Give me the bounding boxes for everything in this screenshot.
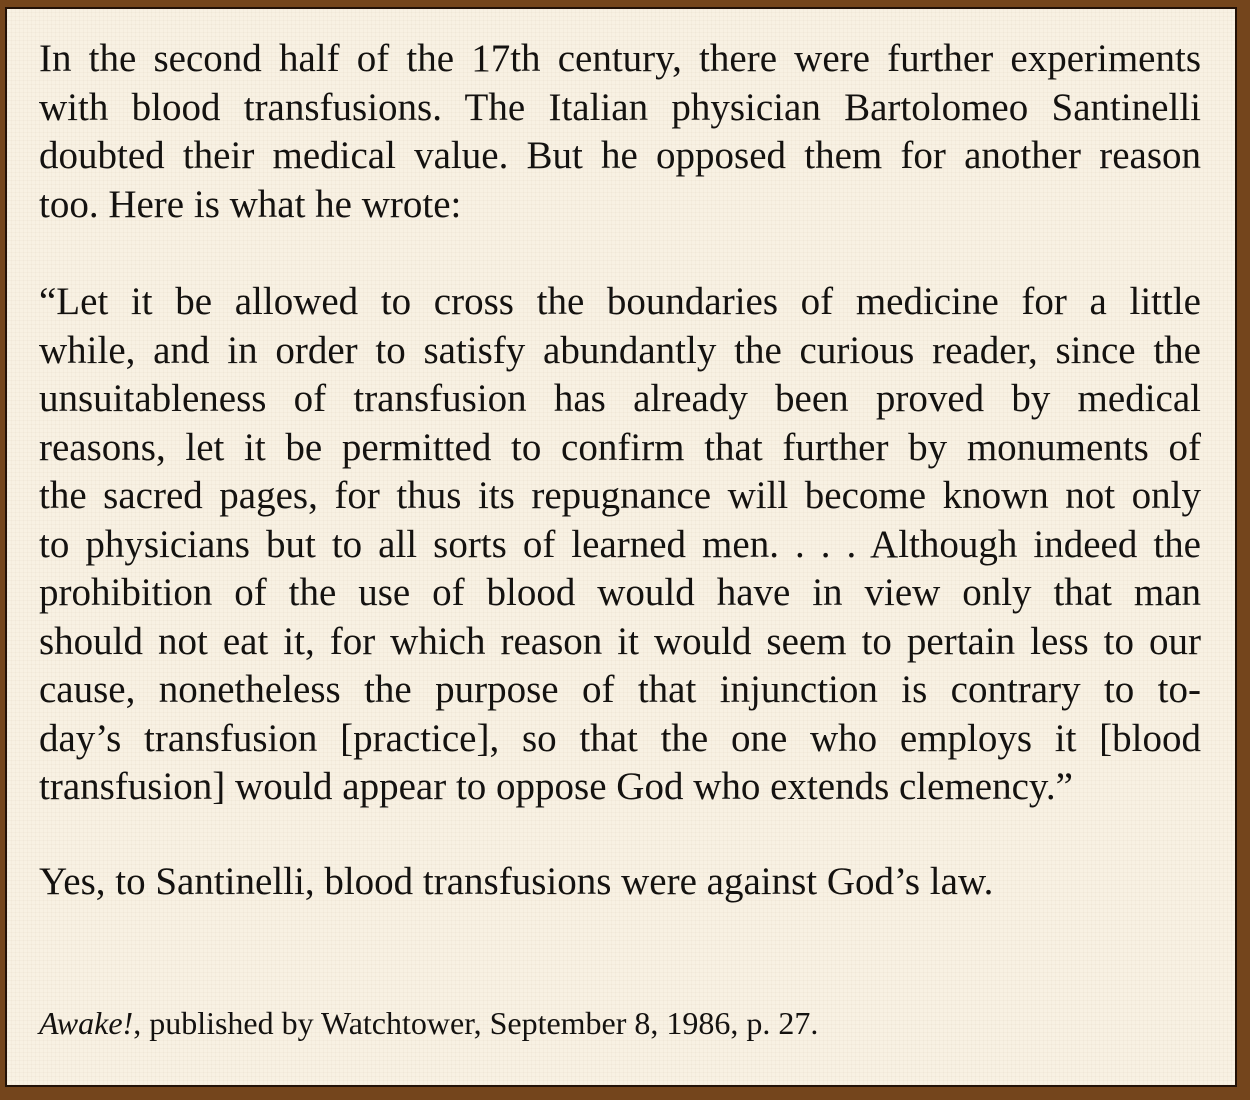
text-line: while, and in order to satisfy abundantly the curious reader, since the (39, 328, 1201, 372)
text-line: should not eat it, for which reason it would seem to pertain less to our (39, 619, 1201, 663)
text-line: to physicians but to all sorts of learned men. . . . Although indeed the (39, 522, 1201, 566)
text-line: day’s transfusion [practice], so that the one who employs it [blood (39, 716, 1201, 760)
text-line: the sacred pages, for thus its repugnance will become known not only (39, 474, 1201, 517)
text-line: “Let it be allowed to cross the boundaries of medicine for a little (39, 280, 1201, 323)
text-line: prohibition of the use of blood would have in view only that man (39, 571, 1201, 614)
text-line: transfusion] would appear to oppose God who extends clemency.” (39, 765, 1073, 808)
text-line: doubted their medical value. But he opposed them for another reason (39, 134, 1201, 177)
citation-details: , published by Watchtower, September 8, 1986, p. 27. (133, 1005, 819, 1041)
text-line: unsuitableness of transfusion has already been proved by medical (39, 377, 1201, 420)
citation-source-title: Awake! (39, 1005, 134, 1041)
intro-paragraph (39, 35, 1201, 229)
text-line: cause, nonetheless the purpose of that injunction is contrary to to- (39, 668, 1201, 711)
text-line: In the second half of the 17th century, there were further experiments (39, 37, 1201, 80)
text-line: too. Here is what he wrote: (39, 182, 462, 226)
text-line: with blood transfusions. The Italian physician Bartolomeo Santinelli (39, 85, 1201, 129)
document-page (5, 7, 1237, 1087)
citation-line (39, 1003, 1201, 1043)
conclusion-paragraph: Yes, to Santinelli, blood transfusions were against God’s law. (39, 859, 994, 903)
quote-paragraph (39, 278, 1201, 812)
text-line: reasons, let it be permitted to confirm that further by monuments of (39, 425, 1201, 469)
